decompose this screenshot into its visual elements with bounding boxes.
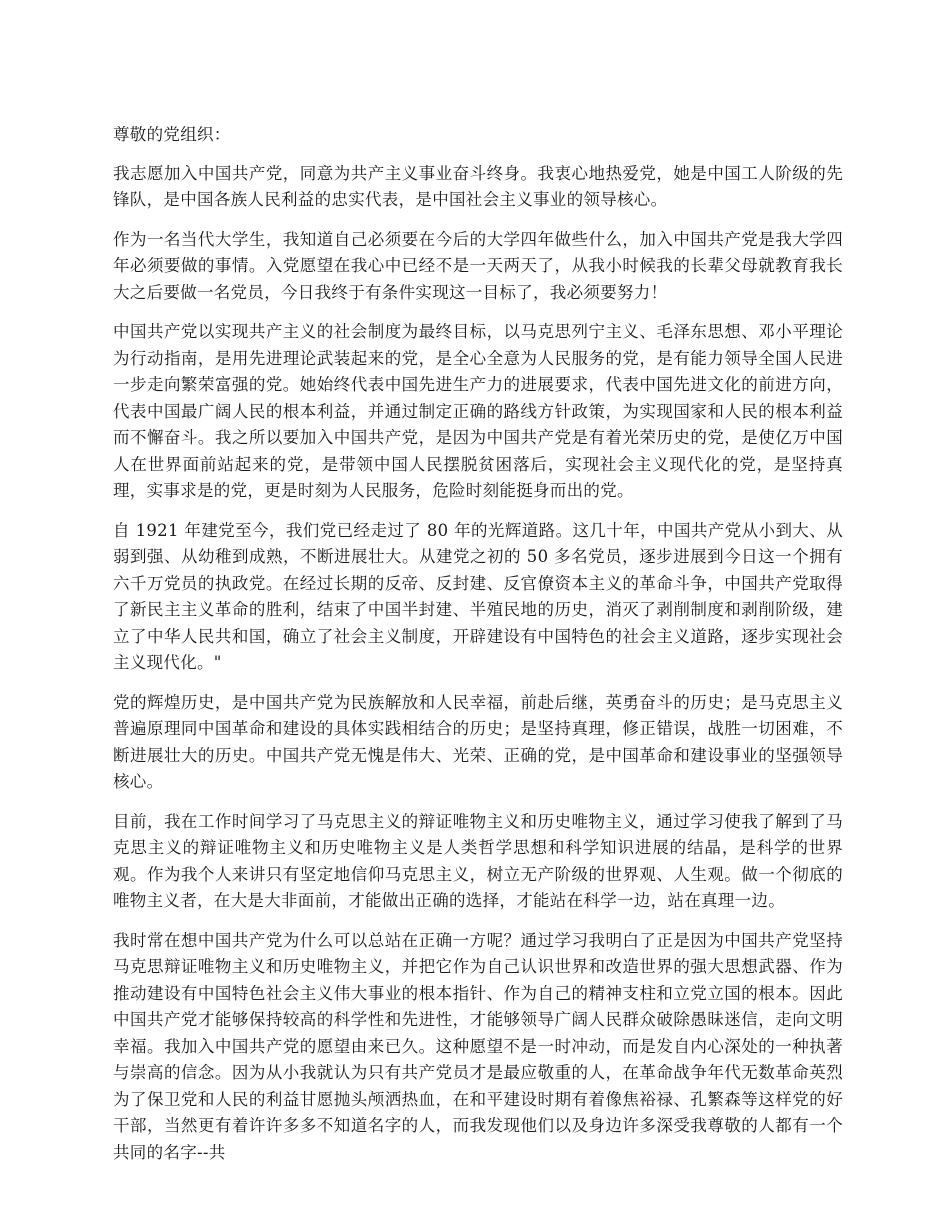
paragraph-7: 我时常在想中国共产党为什么可以总站在正确一方呢？通过学习我明白了正是因为中国共产党坚持马克思辩证唯物主义和历史唯物主义，并把它作为自己认识世界和改造世界的强大思想武器、作为推动建设有中国特色社会主义伟大事业的根本指针、作为自己的精神支柱和立党立国的根本。因此中国共产党才能够保持较高的科学性和先进性，才能够领导广阔人民群众破除愚昧迷信，走向文明幸福。我加入中国共产党的愿望由来已久。这种愿望不是一时冲动，而是发自内心深处的一种执著与崇高的信念。因为从小我就认为只有共产党员才是最应敬重的人，在革命战争年代无数革命英烈为了保卫党和人民的利益甘愿抛头颅洒热血，在和平建设时期有着像焦裕禄、孔繁森等这样党的好干部，当然更有着许许多多不知道名字的人，而我发现他们以及身边许多深受我尊敬的人都有一个共同的名字--共 <box>113 930 843 1162</box>
salutation: 尊敬的党组织： <box>113 125 231 144</box>
paragraph-3: 中国共产党以实现共产主义的社会制度为最终目标，以马克思列宁主义、毛泽东思想、邓小平理论为行动指南，是用先进理论武装起来的党，是全心全意为人民服务的党，是有能力领导全国人民进一步走向繁荣富强的党。她始终代表中国先进生产力的进展要求，代表中国先进文化的前进方向，代表中国最广阔人民的根本利益，并通过制定正确的路线方针政策，为实现国家和人民的根本利益而不懈奋斗。我之所以要加入中国共产党，是因为中国共产党是有着光荣历史的党，是使亿万中国人在世界面前站起来的党，是带领中国人民摆脱贫困落后，实现社会主义现代化的党，是坚持真理，实事求是的党，更是时刻为人民服务，危险时刻能挺身而出的党。 <box>113 322 843 500</box>
paragraph-6: 目前，我在工作时间学习了马克思主义的辩证唯物主义和历史唯物主义，通过学习使我了解到了马克思主义的辩证唯物主义和历史唯物主义是人类哲学思想和科学知识进展的结晶，是科学的世界观。作为我个人来讲只有坚定地信仰马克思主义，树立无产阶级的世界观、人生观。做一个彻底的唯物主义者，在大是大非面前，才能做出正确的选择，才能站在科学一边，站在真理一边。 <box>113 811 843 910</box>
paragraph-2: 作为一名当代大学生，我知道自己必须要在今后的大学四年做些什么，加入中国共产党是我大学四年必须要做的事情。入党愿望在我心中已经不是一天两天了，从我小时候我的长辈父母就教育我长大之后要做一名党员，今日我终于有条件实现这一目标了，我必须要努力！ <box>113 229 843 302</box>
paragraph-4: 自 1921 年建党至今，我们党已经走过了 80 年的光辉道路。这几十年，中国共产党从小到大、从弱到强、从幼稚到成熟，不断进展壮大。从建党之初的 50 多名党员，逐步进展到今日这一个拥有六千万党员的执政党。在经过长期的反帝、反封建、反官僚资本主义的革命斗争，中国共产党取得了新民主主义革命的胜利，结束了中国半封建、半殖民地的历史，消灭了剥削制度和剥削阶级，建立了中华人民共和国，确立了社会主义制度，开辟建设有中国特色的社会主义道路，逐步实现社会主义现代化。" <box>113 520 843 672</box>
letter-body <box>113 122 843 1179</box>
paragraph-5: 党的辉煌历史，是中国共产党为民族解放和人民幸福，前赴后继，英勇奋斗的历史；是马克思主义普遍原理同中国革命和建设的具体实践相结合的历史；是坚持真理，修正错误，战胜一切困难，不断进展壮大的历史。中国共产党无愧是伟大、光荣、正确的党，是中国革命和建设事业的坚强领导核心。 <box>113 692 843 791</box>
paragraph-1: 我志愿加入中国共产党，同意为共产主义事业奋斗终身。我衷心地热爱党，她是中国工人阶级的先锋队，是中国各族人民利益的忠实代表，是中国社会主义事业的领导核心。 <box>113 163 843 209</box>
